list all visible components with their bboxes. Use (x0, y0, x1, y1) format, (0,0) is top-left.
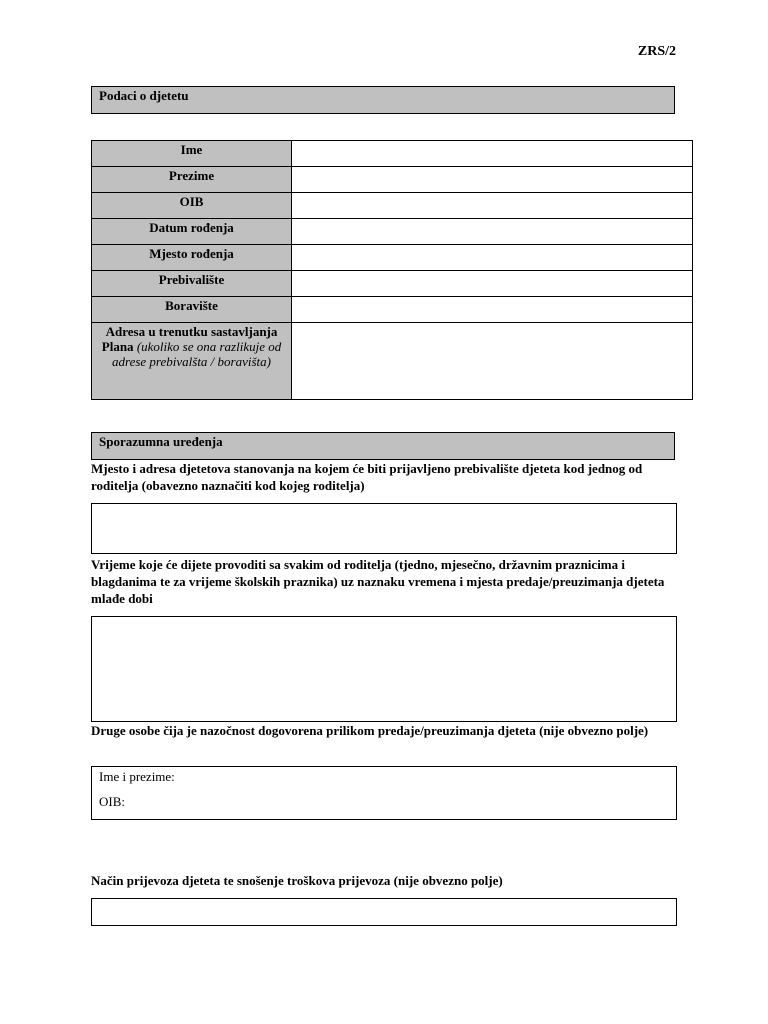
table-row (92, 245, 693, 271)
answer-box-other-persons[interactable] (91, 766, 677, 820)
field-adresa[interactable] (292, 323, 693, 400)
table-row (92, 219, 693, 245)
field-boraviste[interactable] (292, 297, 693, 323)
page-code: ZRS/2 (637, 44, 676, 59)
field-prezime[interactable] (292, 167, 693, 193)
row-label-adresa (92, 323, 292, 400)
answer-box-transport[interactable] (91, 898, 677, 926)
table-row (92, 297, 693, 323)
row-label-prezime: Prezime (92, 167, 292, 193)
row-label-mjesto-rodenja: Mjesto rođenja (92, 245, 292, 271)
section-header-child-data: Podaci o djetetu (91, 86, 675, 114)
field-ime[interactable] (292, 141, 693, 167)
table-row (92, 323, 693, 400)
table-row (92, 167, 693, 193)
name-field-label: Ime i prezime: (99, 769, 175, 784)
table-row (92, 271, 693, 297)
field-prebivaliste[interactable] (292, 271, 693, 297)
row-label-boraviste: Boravište (92, 297, 292, 323)
field-mjesto-rodenja[interactable] (292, 245, 693, 271)
section-header-agreements: Sporazumna uređenja (91, 432, 675, 460)
answer-box-time-with-parents[interactable] (91, 616, 677, 722)
question-other-persons: Druge osobe čija je nazočnost dogovorena prilikom predaje/preuzimanja djeteta (nije obvezno polje) (91, 723, 649, 738)
table-row (92, 141, 693, 167)
question-time-with-parents: Vrijeme koje će dijete provoditi sa svakim od roditelja (tjedno, mjesečno, državnim praznicima i blagdanima te za vrijeme školskih praznika) uz naznaku vremena i mjesta predaje/preuzimanja djeteta mlađe dobi (91, 557, 665, 606)
question-residence: Mjesto i adresa djetetova stanovanja na kojem će biti prijavljeno prebivalište djeteta kod jednog od roditelja (obavezno naznačiti kod kojeg roditelja) (91, 461, 643, 493)
row-label-datum-rodenja: Datum rođenja (92, 219, 292, 245)
field-oib[interactable] (292, 193, 693, 219)
row-label-ime: Ime (92, 141, 292, 167)
row-label-oib: OIB (92, 193, 292, 219)
answer-box-residence[interactable] (91, 503, 677, 554)
address-label-note: (ukoliko se ona razlikuje od adrese prebivalšta / boravišta) (112, 339, 282, 369)
field-datum-rodenja[interactable] (292, 219, 693, 245)
row-label-prebivaliste: Prebivalište (92, 271, 292, 297)
table-row (92, 193, 693, 219)
address-label-text: Adresa u trenutku sastavljanja Plana (101, 324, 278, 354)
child-data-table (91, 140, 693, 400)
oib-field-label: OIB: (99, 794, 125, 809)
question-transport: Način prijevoza djeteta te snošenje troškova prijevoza (nije obvezno polje) (91, 873, 503, 888)
